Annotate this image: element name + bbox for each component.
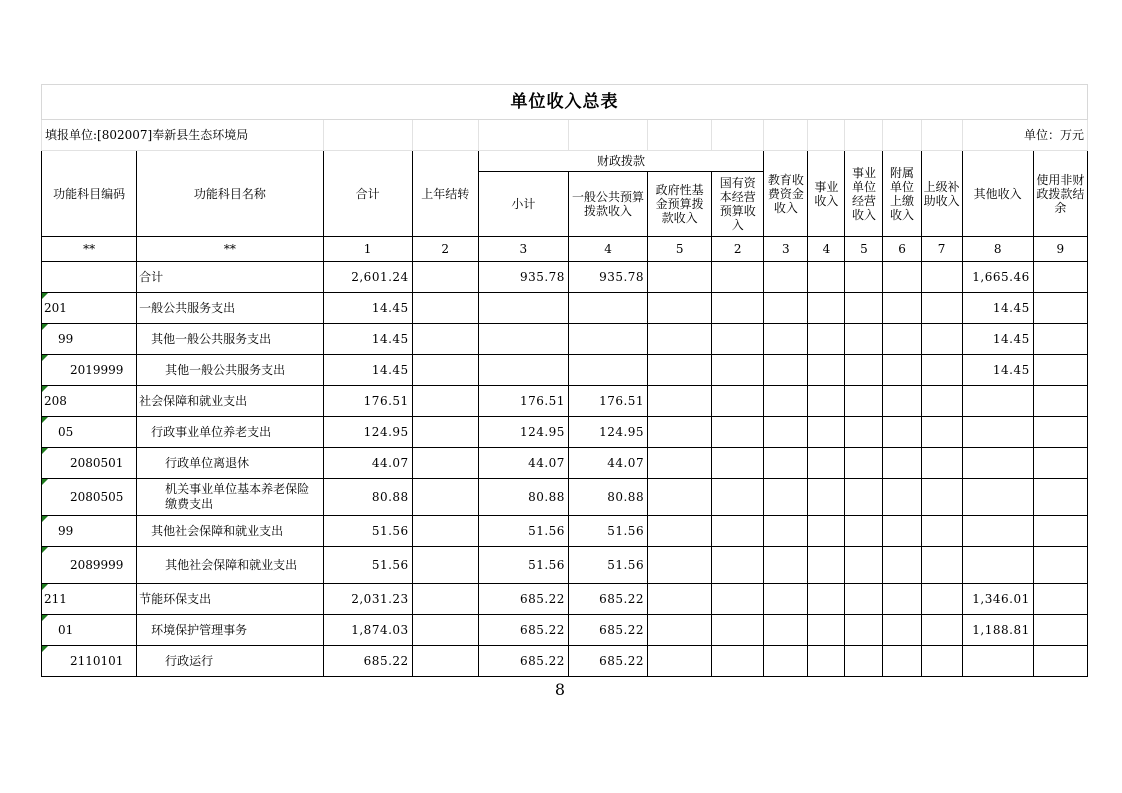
cell-biz-operation: [845, 262, 883, 293]
cell-code: 2080501: [42, 448, 137, 479]
cell-name: 机关事业单位基本养老保险缴费支出: [137, 479, 323, 516]
column-number: **: [42, 237, 137, 262]
cell-name: 其他社会保障和就业支出: [137, 547, 323, 584]
cell-business: [808, 293, 845, 324]
cell-name: 节能环保支出: [137, 584, 323, 615]
cell-edu-fee: [764, 417, 808, 448]
column-number: 1: [323, 237, 412, 262]
cell-code: 05: [42, 417, 137, 448]
table-row: [42, 386, 1088, 417]
cell-carryover: [412, 615, 478, 646]
table-row: [42, 615, 1088, 646]
cell-name: 环境保护管理事务: [137, 615, 323, 646]
cell-carryover: [412, 584, 478, 615]
cell-general: 685.22: [568, 646, 647, 677]
table-row: [42, 646, 1088, 677]
cell-biz-operation: [845, 448, 883, 479]
cell-carryover: [412, 355, 478, 386]
cell-general: 51.56: [568, 547, 647, 584]
cell-state-capital: [712, 547, 764, 584]
cell-superior-subsidy: [921, 262, 962, 293]
cell-carryover: [412, 417, 478, 448]
cell-other: 14.45: [962, 355, 1033, 386]
header-code: 功能科目编码: [42, 151, 137, 237]
cell-business: [808, 584, 845, 615]
cell-business: [808, 646, 845, 677]
cell-edu-fee: [764, 516, 808, 547]
cell-name: 其他一般公共服务支出: [137, 355, 323, 386]
cell-other: [962, 448, 1033, 479]
table-row: [42, 516, 1088, 547]
cell-subtotal: 685.22: [478, 615, 568, 646]
cell-state-capital: [712, 386, 764, 417]
cell-superior-subsidy: [921, 516, 962, 547]
cell-carryover: [412, 479, 478, 516]
cell-superior-subsidy: [921, 448, 962, 479]
cell-superior-subsidy: [921, 479, 962, 516]
header-carryover: 上年结转: [412, 151, 478, 237]
cell-code: 2110101: [42, 646, 137, 677]
table-row: [42, 417, 1088, 448]
cell-other: 1,665.46: [962, 262, 1033, 293]
cell-superior-subsidy: [921, 646, 962, 677]
cell-carryover: [412, 448, 478, 479]
column-number: 5: [648, 237, 712, 262]
cell-biz-operation: [845, 324, 883, 355]
cell-code: 2089999: [42, 547, 137, 584]
cell-total: 14.45: [323, 293, 412, 324]
cell-non-fiscal: [1033, 479, 1087, 516]
cell-subsidiary: [883, 262, 921, 293]
cell-subtotal: [478, 355, 568, 386]
cell-biz-operation: [845, 293, 883, 324]
cell-non-fiscal: [1033, 516, 1087, 547]
cell-biz-operation: [845, 417, 883, 448]
page-title: 单位收入总表: [42, 85, 1088, 120]
cell-name: 其他一般公共服务支出: [137, 324, 323, 355]
cell-non-fiscal: [1033, 293, 1087, 324]
cell-state-capital: [712, 355, 764, 386]
cell-biz-operation: [845, 516, 883, 547]
column-number: 2: [712, 237, 764, 262]
cell-code: 201: [42, 293, 137, 324]
header-subsidiary: 附属单位上缴收入: [883, 151, 921, 237]
cell-total: 176.51: [323, 386, 412, 417]
cell-general: 80.88: [568, 479, 647, 516]
cell-edu-fee: [764, 615, 808, 646]
cell-edu-fee: [764, 547, 808, 584]
cell-state-capital: [712, 646, 764, 677]
header-non-fiscal: 使用非财政拨款结余: [1033, 151, 1087, 237]
table-row: [42, 448, 1088, 479]
cell-total: 124.95: [323, 417, 412, 448]
cell-code: 2080505: [42, 479, 137, 516]
cell-subtotal: 51.56: [478, 547, 568, 584]
income-summary-table: [41, 84, 1088, 677]
cell-other: [962, 417, 1033, 448]
cell-business: [808, 516, 845, 547]
cell-total: 2,601.24: [323, 262, 412, 293]
cell-edu-fee: [764, 448, 808, 479]
cell-superior-subsidy: [921, 386, 962, 417]
cell-other: 1,188.81: [962, 615, 1033, 646]
cell-subtotal: 51.56: [478, 516, 568, 547]
cell-code: 211: [42, 584, 137, 615]
cell-carryover: [412, 646, 478, 677]
cell-biz-operation: [845, 646, 883, 677]
cell-carryover: [412, 262, 478, 293]
cell-edu-fee: [764, 293, 808, 324]
header-business: 事业收入: [808, 151, 845, 237]
cell-subtotal: 685.22: [478, 646, 568, 677]
cell-code: 01: [42, 615, 137, 646]
cell-non-fiscal: [1033, 448, 1087, 479]
cell-general: 176.51: [568, 386, 647, 417]
header-total: 合计: [323, 151, 412, 237]
cell-gov-fund: [648, 448, 712, 479]
cell-subsidiary: [883, 479, 921, 516]
table-row: [42, 355, 1088, 386]
cell-other: [962, 479, 1033, 516]
cell-general: [568, 355, 647, 386]
cell-gov-fund: [648, 386, 712, 417]
cell-superior-subsidy: [921, 293, 962, 324]
page-number: 8: [554, 680, 566, 699]
cell-biz-operation: [845, 386, 883, 417]
cell-gov-fund: [648, 262, 712, 293]
cell-name: 行政单位离退休: [137, 448, 323, 479]
cell-state-capital: [712, 417, 764, 448]
cell-subtotal: 685.22: [478, 584, 568, 615]
column-number: 9: [1033, 237, 1087, 262]
cell-general: 124.95: [568, 417, 647, 448]
table-total-row: [42, 262, 1088, 293]
cell-gov-fund: [648, 615, 712, 646]
cell-business: [808, 417, 845, 448]
cell-edu-fee: [764, 584, 808, 615]
cell-code: 99: [42, 324, 137, 355]
cell-state-capital: [712, 324, 764, 355]
header-edu-fee: 教育收费资金收入: [764, 151, 808, 237]
cell-business: [808, 547, 845, 584]
fill-unit-label: 填报单位:[802007]奉新县生态环境局: [42, 120, 324, 151]
cell-subsidiary: [883, 448, 921, 479]
cell-total: 14.45: [323, 355, 412, 386]
header-subtotal: 小计: [478, 172, 568, 237]
cell-other: 14.45: [962, 293, 1033, 324]
cell-edu-fee: [764, 646, 808, 677]
cell-total: 51.56: [323, 516, 412, 547]
cell-name: 其他社会保障和就业支出: [137, 516, 323, 547]
column-number: 8: [962, 237, 1033, 262]
cell-gov-fund: [648, 516, 712, 547]
table-row: [42, 547, 1088, 584]
table-row: [42, 479, 1088, 516]
cell-non-fiscal: [1033, 386, 1087, 417]
cell-general: [568, 293, 647, 324]
cell-subsidiary: [883, 293, 921, 324]
cell-other: [962, 547, 1033, 584]
cell-edu-fee: [764, 262, 808, 293]
cell-name: 行政运行: [137, 646, 323, 677]
cell-edu-fee: [764, 479, 808, 516]
cell-code: [42, 262, 137, 293]
cell-state-capital: [712, 293, 764, 324]
column-number-row: [42, 237, 1088, 262]
cell-business: [808, 615, 845, 646]
cell-other: 1,346.01: [962, 584, 1033, 615]
column-number: 5: [845, 237, 883, 262]
header-name: 功能科目名称: [137, 151, 323, 237]
cell-other: [962, 646, 1033, 677]
cell-total: 2,031.23: [323, 584, 412, 615]
cell-total: 51.56: [323, 547, 412, 584]
cell-gov-fund: [648, 479, 712, 516]
cell-subtotal: 80.88: [478, 479, 568, 516]
table-row: [42, 293, 1088, 324]
column-number: 3: [478, 237, 568, 262]
cell-edu-fee: [764, 386, 808, 417]
cell-subsidiary: [883, 584, 921, 615]
cell-gov-fund: [648, 584, 712, 615]
cell-subtotal: 44.07: [478, 448, 568, 479]
cell-biz-operation: [845, 584, 883, 615]
cell-name: 社会保障和就业支出: [137, 386, 323, 417]
cell-state-capital: [712, 448, 764, 479]
cell-state-capital: [712, 584, 764, 615]
cell-code: 99: [42, 516, 137, 547]
header-gov-fund: 政府性基金预算拨款收入: [648, 172, 712, 237]
cell-name: 行政事业单位养老支出: [137, 417, 323, 448]
cell-state-capital: [712, 516, 764, 547]
column-number: 2: [412, 237, 478, 262]
header-fiscal-group: 财政拨款: [478, 151, 764, 172]
cell-total: 14.45: [323, 324, 412, 355]
cell-other: 14.45: [962, 324, 1033, 355]
income-summary-sheet: [41, 84, 1088, 677]
cell-general: [568, 324, 647, 355]
cell-edu-fee: [764, 355, 808, 386]
cell-business: [808, 262, 845, 293]
unit-label: 单位：万元: [962, 120, 1087, 151]
cell-gov-fund: [648, 355, 712, 386]
cell-gov-fund: [648, 324, 712, 355]
cell-other: [962, 386, 1033, 417]
cell-biz-operation: [845, 479, 883, 516]
cell-code: 2019999: [42, 355, 137, 386]
cell-business: [808, 448, 845, 479]
cell-carryover: [412, 516, 478, 547]
cell-subsidiary: [883, 324, 921, 355]
cell-name: 合计: [137, 262, 323, 293]
cell-subtotal: [478, 324, 568, 355]
cell-general: 685.22: [568, 584, 647, 615]
table-row: [42, 584, 1088, 615]
cell-superior-subsidy: [921, 615, 962, 646]
cell-non-fiscal: [1033, 584, 1087, 615]
cell-non-fiscal: [1033, 324, 1087, 355]
cell-carryover: [412, 547, 478, 584]
cell-superior-subsidy: [921, 417, 962, 448]
header-other: 其他收入: [962, 151, 1033, 237]
cell-subsidiary: [883, 547, 921, 584]
cell-business: [808, 386, 845, 417]
header-general-budget: 一般公共预算拨款收入: [568, 172, 647, 237]
cell-non-fiscal: [1033, 262, 1087, 293]
cell-general: 44.07: [568, 448, 647, 479]
cell-edu-fee: [764, 324, 808, 355]
column-number: **: [137, 237, 323, 262]
column-number: 7: [921, 237, 962, 262]
cell-subtotal: 935.78: [478, 262, 568, 293]
cell-non-fiscal: [1033, 615, 1087, 646]
cell-gov-fund: [648, 547, 712, 584]
cell-subsidiary: [883, 386, 921, 417]
cell-code: 208: [42, 386, 137, 417]
cell-state-capital: [712, 615, 764, 646]
cell-total: 685.22: [323, 646, 412, 677]
cell-state-capital: [712, 262, 764, 293]
column-number: 4: [808, 237, 845, 262]
cell-subtotal: [478, 293, 568, 324]
cell-state-capital: [712, 479, 764, 516]
cell-biz-operation: [845, 355, 883, 386]
cell-subtotal: 176.51: [478, 386, 568, 417]
header-superior-subsidy: 上级补助收入: [921, 151, 962, 237]
cell-business: [808, 324, 845, 355]
cell-carryover: [412, 293, 478, 324]
column-number: 6: [883, 237, 921, 262]
cell-total: 44.07: [323, 448, 412, 479]
column-number: 3: [764, 237, 808, 262]
cell-non-fiscal: [1033, 355, 1087, 386]
cell-biz-operation: [845, 615, 883, 646]
cell-gov-fund: [648, 417, 712, 448]
header-biz-operation: 事业单位经营收入: [845, 151, 883, 237]
cell-non-fiscal: [1033, 547, 1087, 584]
cell-non-fiscal: [1033, 646, 1087, 677]
cell-biz-operation: [845, 547, 883, 584]
cell-gov-fund: [648, 293, 712, 324]
cell-other: [962, 516, 1033, 547]
cell-subtotal: 124.95: [478, 417, 568, 448]
cell-superior-subsidy: [921, 324, 962, 355]
cell-general: 935.78: [568, 262, 647, 293]
cell-subsidiary: [883, 615, 921, 646]
cell-superior-subsidy: [921, 547, 962, 584]
cell-superior-subsidy: [921, 584, 962, 615]
cell-subsidiary: [883, 417, 921, 448]
cell-carryover: [412, 386, 478, 417]
cell-subsidiary: [883, 646, 921, 677]
cell-carryover: [412, 324, 478, 355]
cell-name: 一般公共服务支出: [137, 293, 323, 324]
cell-business: [808, 355, 845, 386]
cell-gov-fund: [648, 646, 712, 677]
cell-general: 685.22: [568, 615, 647, 646]
cell-non-fiscal: [1033, 417, 1087, 448]
header-state-capital: 国有资本经营预算收入: [712, 172, 764, 237]
cell-general: 51.56: [568, 516, 647, 547]
cell-subsidiary: [883, 516, 921, 547]
cell-business: [808, 479, 845, 516]
cell-total: 80.88: [323, 479, 412, 516]
table-row: [42, 324, 1088, 355]
cell-total: 1,874.03: [323, 615, 412, 646]
cell-subsidiary: [883, 355, 921, 386]
cell-superior-subsidy: [921, 355, 962, 386]
column-number: 4: [568, 237, 647, 262]
